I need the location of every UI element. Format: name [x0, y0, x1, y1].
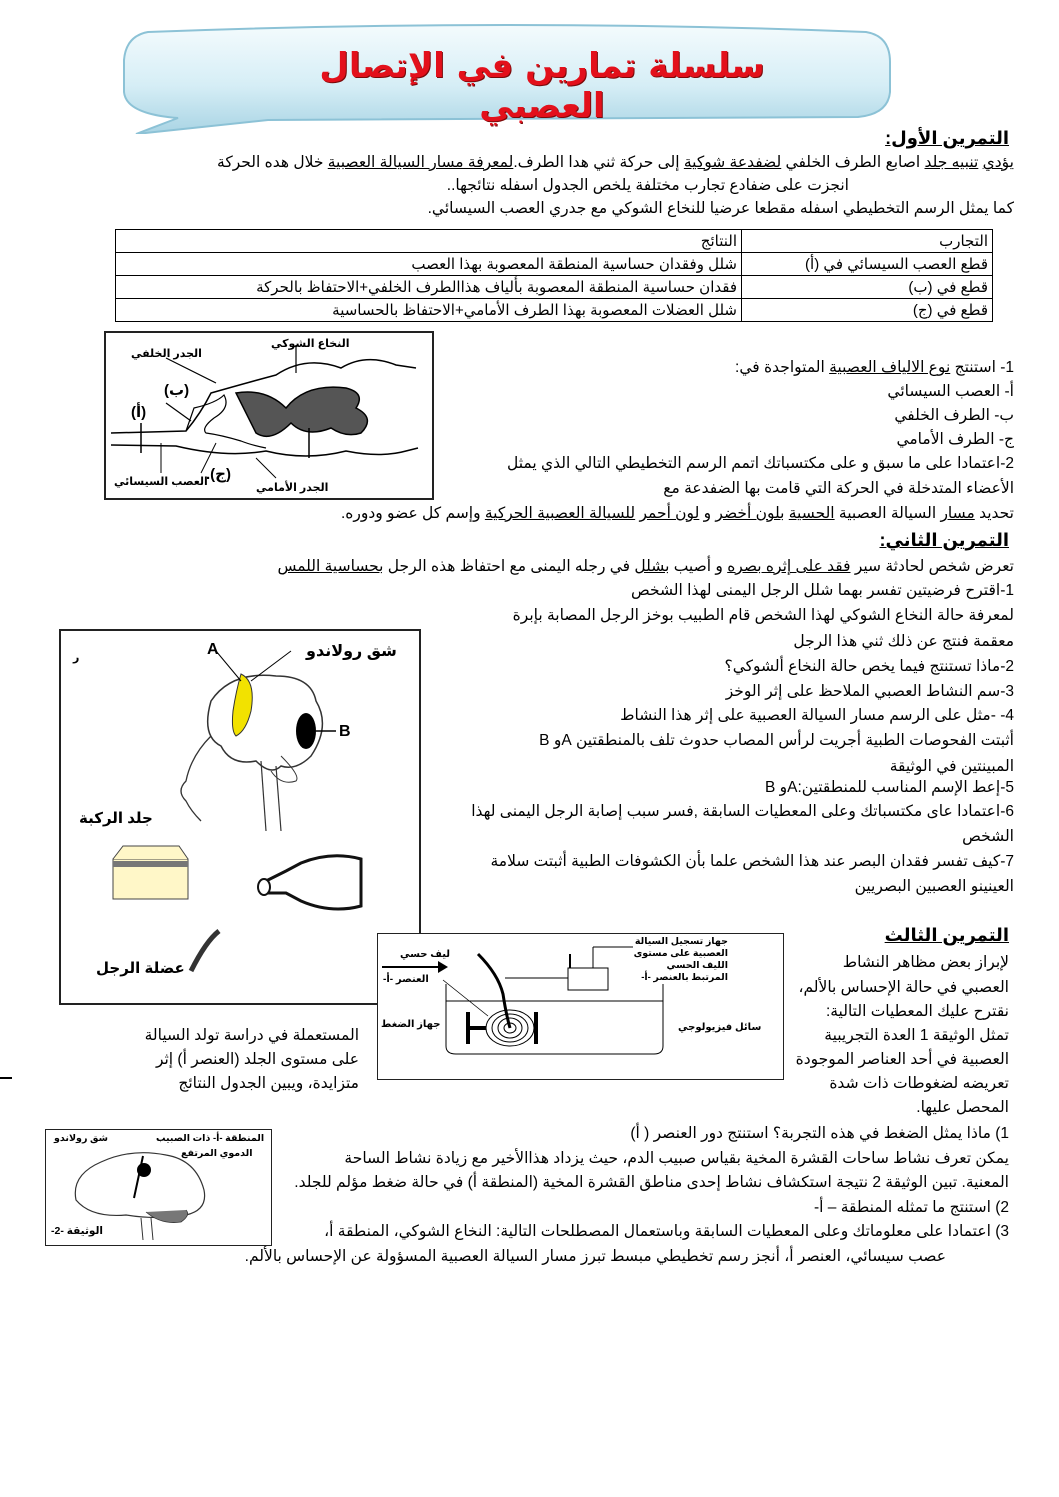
text-segment: بلون أخضر	[715, 505, 785, 522]
label-sensory-fiber: ليف حسي	[400, 949, 451, 960]
ex1-intro-line1	[217, 152, 1014, 174]
label-zone-a-line2: الدموي المرتفع	[181, 1148, 253, 1159]
doc2-title: الوثيقة -2-	[51, 1225, 104, 1237]
text-segment: يؤدي	[982, 154, 1014, 171]
ex3-heading: التمرين الثالث	[884, 925, 1009, 945]
text-segment: الحسية	[788, 505, 835, 522]
ex2-line: لمعرفة حالة النخاع الشوكي لهذا الشخص قام الطبيب بوخز الرجل المصابة بإبرة	[512, 607, 1014, 624]
ex2-line: الشخص	[962, 828, 1014, 845]
table-row	[116, 299, 993, 322]
ex1-intro-line3: كما يمثل الرسم التخطيطي اسفله مقطعا عرضيا للنخاع الشوكي مع جدري العصب السيسائي.	[427, 200, 1014, 217]
table-cell: قطع العصب السيسائي في (أ)	[742, 253, 993, 276]
text-segment: فقد على إثره بصره	[727, 558, 851, 575]
ex2-line: 1-اقترح فرضيتين تفسر بهما شلل الرجل اليمنى لهذا الشخص	[630, 582, 1014, 599]
ex3-left-line: المستعملة في دراسة تولد السيالة	[144, 1027, 359, 1044]
ex1-q1-item: أ- العصب السيسائي	[887, 383, 1014, 400]
document-2-figure	[45, 1129, 272, 1246]
ex3-right-line: العصبي في حالة الإحساس بالألم،	[798, 979, 1009, 996]
ex1-q2-line3	[341, 503, 1014, 525]
label-physio-liquid: سائل فيزيولوجي	[678, 1022, 762, 1033]
ex3-q1: 1) ماذا يمثل الضغط في هذه التجربة؟ استنتج دور العنصر ( أ)	[630, 1125, 1009, 1142]
text-segment: المتواجدة في:	[735, 359, 830, 376]
text-segment: خلال هده الحركة	[217, 154, 324, 171]
text-segment: لمعرفة مسار السيالة العصبية	[327, 154, 514, 171]
ex3-right-line: المحصل عليها.	[916, 1099, 1009, 1116]
ex1-q1-item: ج- الطرف الأمامي	[896, 431, 1014, 448]
text-segment: تعرض شخص لحادثة سير	[850, 558, 1014, 575]
label-b: (ب)	[164, 382, 190, 399]
ex2-line: أثبتت الفحوصات الطبية أجريت لرأس المصاب حدوث تلف بالمنطقتين Aو B	[539, 732, 1014, 749]
table-header-cell: التجارب	[742, 230, 993, 253]
text-segment: في رجله اليمنى مع احتفاظ هذه الرجل	[383, 558, 635, 575]
ex2-line: 6-اعتمادا عاى مكتسباتك وعلى المعطيات السابقة ,فسر سبب إصابة الرجل اليمنى لهذا	[471, 803, 1014, 820]
label-dorsal-root: الجدر الخلفي	[131, 348, 202, 360]
ex2-intro	[277, 556, 1014, 578]
label-element-a: العنصر -أ-	[383, 974, 429, 985]
corner-mark: ر	[73, 652, 80, 664]
table-cell: فقدان حساسية المنطقة المعصوبة بألياف هذاالطرف الخلفي+الاحتفاظ بالحركة	[116, 276, 742, 299]
table-row	[116, 253, 993, 276]
label-knee-skin: جلد الركبة	[79, 810, 153, 827]
ex1-intro-line2: انجزت على ضفادع تجارب مختلفة يلخص الجدول اسفله نتائجها..	[446, 177, 849, 194]
ex1-q1-item: ب- الطرف الخلفي	[894, 407, 1014, 424]
table-cell: قطع في (ج)	[742, 299, 993, 322]
ex3-q3-line1: 3) اعتمادا على معلوماتك وعلى المعطيات السابقة وباستعمال المصطلحات التالية: النخاع الشوكي، المنطقة أ،	[324, 1223, 1009, 1240]
ex3-right-line: العصبية في أحد العناصر الموجودة	[795, 1051, 1009, 1068]
text-segment: لضفدعة شوكية	[683, 154, 782, 171]
ex2-line: 2-ماذا تستنتج فيما يخص حالة النخاع ألشوكي؟	[724, 658, 1014, 675]
ex1-q2-line1: 2-اعتمادا على ما سبق و على مكتسباتك اتمم الرسم التخطيطي التالي الذي يمثل	[506, 455, 1014, 472]
ex1-heading: التمرين الأول:	[885, 128, 1009, 148]
title-banner	[118, 22, 896, 134]
brain-figure	[59, 629, 421, 1005]
table-cell: شلل وفقدان حساسية المنطقة المعصوبة بهذا العصب	[116, 253, 742, 276]
text-segment: إلى حركة ثني هدا الطرف.	[513, 154, 680, 171]
ex1-q1	[735, 357, 1014, 379]
label-ventral-root: الجدر الأمامي	[256, 482, 329, 494]
text-segment: مسار	[940, 505, 975, 522]
text-segment: و أصيب	[669, 558, 728, 575]
table-header-row	[116, 230, 993, 253]
ex2-heading: التمرين الثاني:	[879, 530, 1009, 550]
ex3-left-line: متزايدة، ويبين الجدول النتائج	[178, 1075, 359, 1092]
label-leg-muscle: عضلة الرجل	[96, 960, 185, 977]
table-row	[116, 276, 993, 299]
label-zone-a-line1: المنطقة -أ- ذات الصبيب	[156, 1133, 265, 1144]
table-cell: شلل العضلات المعصوبة بهذا الطرف الأمامي+الاحتفاظ بالحساسية	[116, 299, 742, 322]
label-rolando: شق رولاندو	[306, 643, 397, 660]
label-c: (ج).	[206, 466, 231, 483]
ex3-right-line: تمثل الوثيقة 1 العدة التجريبية	[824, 1027, 1009, 1044]
label-a: (أ)	[131, 404, 147, 421]
text-segment: السيالة العصبية	[834, 505, 941, 522]
margin-mark	[0, 1077, 12, 1079]
text-segment: تنبيه جلد	[924, 154, 979, 171]
ex3-para-line1: يمكن تعرف نشاط ساحات القشرة المخية بقياس صبيب الدم، حيث يزداد هذاالأخير مع زيادة نشاط الساحة	[344, 1150, 1009, 1167]
ex2-line: 5-إعط الإسم المناسب للمنطقتين:Aو B	[764, 779, 1014, 796]
label-zone-a: A	[207, 641, 219, 658]
text-segment: للسيالة العصبية الحركية	[484, 505, 636, 522]
ex2-line: معقمة فنتج عن ذلك ثني هذا الرجل	[793, 633, 1014, 650]
ex3-para-line2: المعنية. تبين الوثيقة 2 نتيجة استكشاف نشاط إحدى مناطق القشرة المخية (المنطقة أ) في حالة ضغط مؤلم للجلد.	[294, 1174, 1009, 1191]
table-cell: قطع في (ب)	[742, 276, 993, 299]
ex3-q3-line2: عصب سيسائي، العنصر أ، أنجز رسم تخطيطي مبسط تبرز مسار السيالة العصبية المسؤولة عن الإحساس بالألم.	[244, 1248, 946, 1265]
text-segment: لون أحمر	[639, 505, 700, 522]
table-header-cell: النتائج	[116, 230, 742, 253]
ex3-right-line: نقترح عليك المعطيات التالية:	[825, 1003, 1009, 1020]
experiments-table	[115, 229, 993, 322]
label-zone-b: B	[339, 723, 351, 740]
text-segment: بشلل	[634, 558, 670, 575]
ex2-line: المبينتين في الوثيقة	[889, 758, 1014, 775]
text-segment: 1- استنتج	[950, 359, 1014, 376]
ex2-line: 4- -مثل على الرسم مسار السيالة العصبية على إثر هذا النشاط	[620, 707, 1014, 724]
text-segment: بحساسية اللمس	[277, 558, 384, 575]
label-pressure-device: جهاز الضغط	[381, 1019, 441, 1030]
page-title: سلسلة تمارين في الإتصال العصبي	[319, 46, 765, 126]
ex2-line: 3-سم النشاط العصبي الملاحظ على إثر الوخز	[725, 683, 1014, 700]
apparatus-figure	[377, 933, 784, 1080]
text-segment: نوع الالياف العصبية	[829, 359, 951, 376]
label-spinal-cord: النخاع الشوكي	[271, 338, 350, 350]
ex2-line: 7-كيف تفسر فقدان البصر عند هذا الشخص علما بأن الكشوفات الطبية أثبتت سلامة	[490, 853, 1014, 870]
ex3-right-line: لإبراز بعض مظاهر النشاط	[842, 954, 1009, 971]
label-rolando-doc2: شق رولاندو	[54, 1133, 108, 1144]
ex1-q2-line2: الأعضاء المتدخلة في الحركة التي قامت بها الضفدعة مع	[663, 480, 1014, 497]
label-spinal-nerve: العصب السيسائي	[114, 476, 208, 488]
text-segment: اصابع الطرف الخلفي	[785, 154, 921, 171]
text-segment: وإسم كل عضو ودوره.	[340, 505, 485, 522]
ex3-left-line: على مستوى الجلد (العنصر أ) إثر	[155, 1051, 359, 1068]
ex2-line: العينينو العصبين البصريين	[854, 878, 1014, 895]
label-recorder: جهاز تسجيل السيالة العصبية على مستوى الليف الحسي المرتبط بالعنصر -أ-	[633, 936, 728, 983]
text-segment: و	[699, 505, 716, 522]
ex3-right-line: تعريضه لضغوطات ذات شدة	[829, 1075, 1009, 1092]
ex3-q2: 2) استنتج ما تمثله المنطقة – أ-	[814, 1199, 1009, 1216]
spinal-cord-diagram	[104, 331, 434, 500]
text-segment: تحديد	[974, 505, 1014, 522]
